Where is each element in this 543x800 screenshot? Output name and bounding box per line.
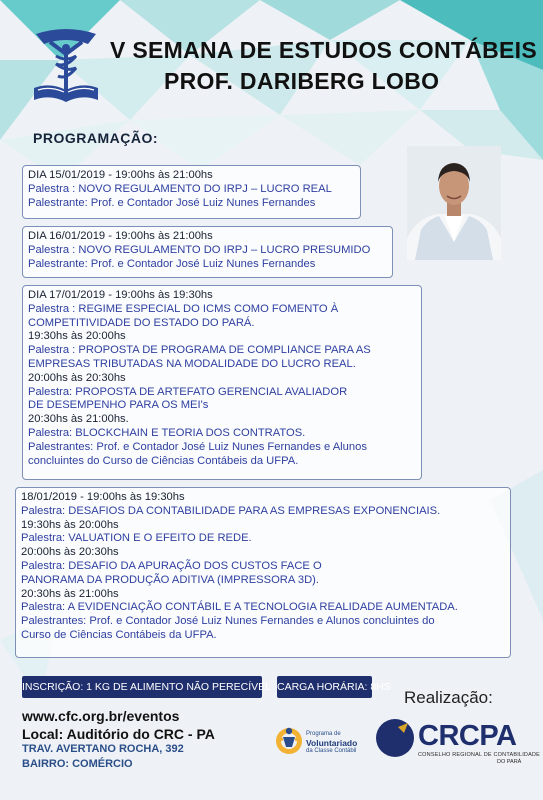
session-line: 20:00hs às 20:30hs [21,546,119,559]
session-line: 19:30hs às 20:00hs [21,518,119,531]
session-line: Palestra: DESAFIO DA APURAÇÃO DOS CUSTOS FACE O [21,559,322,572]
crc-logo-state: PA [479,720,517,752]
event-location: Local: Auditório do CRC - PA [22,726,215,742]
session-line: Palestra: VALUATION E O EFEITO DE REDE. [21,532,252,545]
session-line: 20:30hs às 21:00hs [21,587,119,600]
session-line: Palestrante: Prof. e Contador José Luiz Nunes Fernandes [28,257,316,270]
volunteer-logo-text: Programa de [306,731,341,737]
session-line: Palestrante: Prof. e Contador José Luiz Nunes Fernandes [28,196,316,209]
session-line: DIA 17/01/2019 - 19:00hs às 19:30hs [28,289,213,301]
volunteer-logo-text: Voluntariado [306,738,358,748]
event-subtitle: PROF. DARIBERG LOBO [164,68,440,94]
session-line: Palestra: DESAFIOS DA CONTABILIDADE PARA AS EMPRESAS EXPONENCIAIS. [21,504,441,517]
session-line: Palestrantes: Prof. e Contador José Luiz Nunes Fernandes e Alunos concluintes do [21,615,435,628]
programacao-heading: PROGRAMAÇÃO: [33,130,158,146]
crc-emblem-icon [374,717,416,759]
crc-logo-subtitle: DO PARÁ [497,759,522,765]
carga-horaria-badge: CARGA HORÁRIA: 8HS [277,676,372,698]
session-line: EMPRESAS TRIBUTADAS NA MODALIDADE DO LUCRO REAL. [28,357,356,370]
crc-logo-subtitle: CONSELHO REGIONAL DE CONTABILIDADE [418,752,541,758]
session-line: 20:30hs às 21:00hs. [28,413,129,426]
session-line: 20:00hs às 20:30hs [28,371,126,384]
session-box-day3 [22,285,422,480]
session-line: Palestra : REGIME ESPECIAL DO ICMS COMO FOMENTO À [28,302,339,315]
session-line: 18/01/2019 - 19:00hs às 19:30hs [21,491,185,503]
volunteer-logo-text: da Classe Contábil [306,748,357,754]
session-line: Palestra: BLOCKCHAIN E TEORIA DOS CONTRATOS. [28,426,306,439]
session-line: concluintes do Curso de Ciências Contábeis da UFPA. [28,454,299,467]
speaker-photo [407,146,501,260]
session-line: COMPETITIVIDADE DO ESTADO DO PARÁ. [28,316,255,329]
session-line: Palestra : NOVO REGULAMENTO DO IRPJ – LUCRO PRESUMIDO [28,243,371,256]
session-box-day4 [15,487,511,658]
session-box-day2 [22,226,393,278]
website-link[interactable]: www.cfc.org.br/eventos [22,708,180,724]
event-title: V SEMANA DE ESTUDOS CONTÁBEIS [110,37,538,63]
session-box-day1 [22,165,361,219]
inscricao-badge: INSCRIÇÃO: 1 KG DE ALIMENTO NÃO PERECÍVEL [22,676,262,698]
session-line: DIA 16/01/2019 - 19:00hs às 21:00hs [28,230,213,242]
session-line: Palestra: PROPOSTA DE ARTEFATO GERENCIAL AVALIADOR [28,385,348,398]
crc-logo-name: CRC [418,720,480,752]
realizacao-label: Realização: [404,688,493,707]
street-address: TRAV. AVERTANO ROCHA, 392 [22,743,184,755]
session-line: Palestra: A EVIDENCIAÇÃO CONTÁBIL E A TECNOLOGIA REALIDADE AUMENTADA. [21,601,458,614]
session-line: PANORAMA DA PRODUÇÃO ADITIVA (IMPRESSORA 3D). [21,573,319,586]
session-line: DE DESEMPENHO PARA OS MEI's [28,399,209,412]
accounting-emblem-logo [30,26,102,108]
session-line: DIA 15/01/2019 - 19:00hs às 21:00hs [28,169,213,181]
session-line: 19:30hs às 20:00hs [28,330,126,343]
session-line: Palestra : PROPOSTA DE PROGRAMA DE COMPLIANCE PARA AS [28,344,371,357]
session-line: Palestrantes: Prof. e Contador José Luiz Nunes Fernandes e Alunos [28,440,367,453]
session-line: Palestra : NOVO REGULAMENTO DO IRPJ – LUCRO REAL [28,182,332,195]
crc-pa-logo-text [418,720,516,753]
neighborhood: BAIRRO: COMÉRCIO [22,758,133,770]
session-line: Curso de Ciências Contábeis da UFPA. [21,628,217,641]
